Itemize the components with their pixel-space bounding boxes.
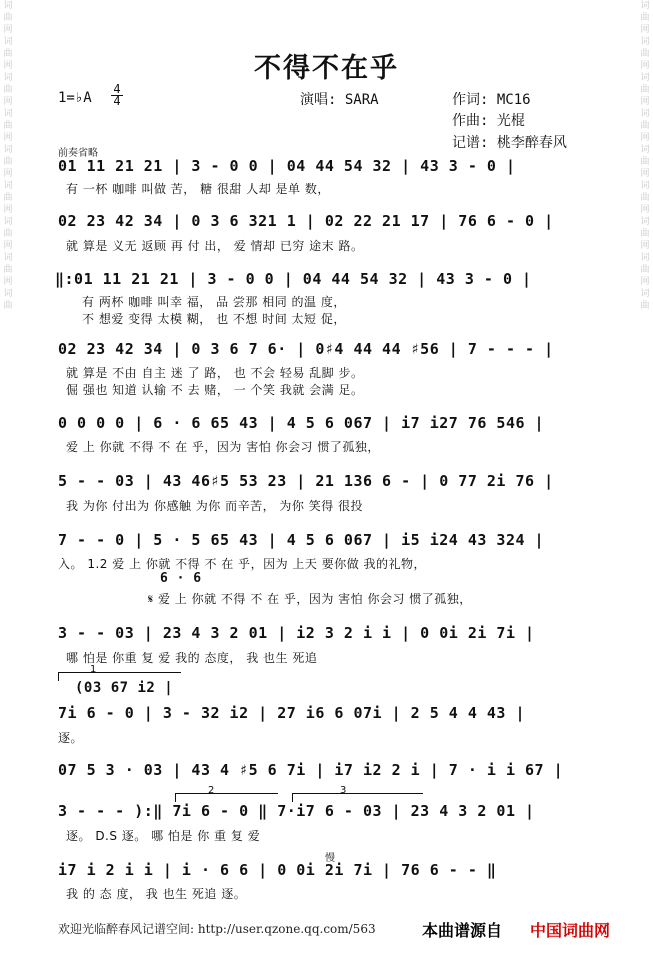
watermark-char: 曲 <box>640 157 650 167</box>
score-line-8-lyrics: 哪 怕是 你重 复 爱 我的 态度， 我 也生 死追 <box>66 651 318 665</box>
watermark-char: 曲 <box>3 301 13 311</box>
watermark-char: 曲 <box>3 49 13 59</box>
watermark-char: 网 <box>640 97 650 107</box>
watermark-char: 词 <box>3 1 13 11</box>
watermark-char: 曲 <box>640 49 650 59</box>
watermark-char: 曲 <box>640 265 650 275</box>
footer-visit-text: 欢迎光临醉春风记谱空间: http://user.qzone.qq.com/563 <box>58 922 376 936</box>
score-line-3-lyrics-b: 不 想爱 变得 太模 糊， 也 不想 时间 太短 促， <box>82 312 346 326</box>
watermark-char: 网 <box>3 97 13 107</box>
score-line-12-notes: i7 i 2 i i | i · 6 6 | 0 0i 2i 7i | 76 6 - - ‖ <box>58 861 497 879</box>
watermark-char: 曲 <box>3 121 13 131</box>
score-line-10-notes: 07 5 3 · 03 | 43 4 ♯5 6 7i | i7 i2 2 i | 7 · i i 67 | <box>58 761 564 779</box>
score-line-2-notes: 02 23 42 34 | 0 3 6 321 1 | 02 22 21 17 | 76 6 - 0 | <box>58 212 554 230</box>
watermark-left <box>0 0 16 968</box>
score-line-12-lyrics: 我 的 态 度， 我 也生 死追 逐。 <box>66 887 247 901</box>
watermark-char: 词 <box>3 37 13 47</box>
watermark-char: 曲 <box>640 229 650 239</box>
volta-3-bracket <box>292 793 423 802</box>
score-line-1-notes: 01 11 21 21 | 3 - 0 0 | 04 44 54 32 | 43 3 - 0 | <box>58 157 516 175</box>
score-line-11-lyrics: 逐。 D.S 逐。 哪 怕是 你 重 复 爱 <box>66 829 261 843</box>
watermark-char: 曲 <box>3 193 13 203</box>
watermark-char: 曲 <box>3 13 13 23</box>
watermark-char: 网 <box>640 277 650 287</box>
volta-3-label: 3 <box>340 785 347 796</box>
watermark-char: 网 <box>3 25 13 35</box>
watermark-char: 词 <box>640 253 650 263</box>
watermark-char: 网 <box>3 277 13 287</box>
watermark-char: 词 <box>640 73 650 83</box>
watermark-char: 词 <box>640 37 650 47</box>
lyricist-credit: 作词: MC16 <box>452 92 531 108</box>
watermark-char: 网 <box>3 241 13 251</box>
score-line-8-notes: 3 - - 03 | 23 4 3 2 01 | i2 3 2 i i | 0 0i 2i 7i | <box>58 624 535 642</box>
score-line-7-notes: 7 - - 0 | 5 · 5 65 43 | 4 5 6 067 | i5 i24 43 324 | <box>58 531 545 549</box>
watermark-char: 词 <box>3 109 13 119</box>
time-numerator: 4 <box>113 82 121 96</box>
song-title: 不得不在乎 <box>254 53 399 84</box>
watermark-char: 词 <box>640 217 650 227</box>
score-line-9-lyrics: 逐。 <box>58 731 84 745</box>
watermark-char: 曲 <box>640 85 650 95</box>
volta-1-label: 1 <box>90 664 97 675</box>
footer-source-label: 本曲谱源自 <box>422 921 503 940</box>
watermark-char: 曲 <box>640 193 650 203</box>
singer-credit: 演唱: SARA <box>300 92 379 108</box>
composer-credit: 作曲: 光棍 <box>452 113 525 129</box>
volta-1-notes: (03 67 i2 | <box>75 680 174 696</box>
prelude-note: 前奏省略 <box>58 148 98 159</box>
score-line-5-lyrics: 爱 上 你就 不得 不 在 乎，因为 害怕 你会习 惯了孤独， <box>66 440 380 454</box>
volta-2-label: 2 <box>208 785 215 796</box>
score-line-6-notes: 5 - - 03 | 43 46♯5 53 23 | 21 136 6 - | 0 77 2i 76 | <box>58 472 554 490</box>
watermark-char: 曲 <box>3 157 13 167</box>
score-line-7b-lyrics: 𝄋 爱 上 你就 不得 不 在 乎，因为 害怕 你会习 惯了孤独， <box>148 592 472 606</box>
footer-source-site: 中国词曲网 <box>530 921 611 940</box>
volta-2-bracket <box>175 793 278 802</box>
key-signature: 1=♭A <box>58 90 92 106</box>
score-line-1-lyrics: 有 一杯 咖啡 叫做 苦， 糖 很甜 人却 是单 数， <box>66 182 330 196</box>
watermark-char: 网 <box>640 169 650 179</box>
watermark-right <box>637 0 653 968</box>
watermark-char: 网 <box>3 169 13 179</box>
watermark-char: 词 <box>3 289 13 299</box>
watermark-char: 曲 <box>640 121 650 131</box>
watermark-char: 词 <box>3 181 13 191</box>
watermark-char: 曲 <box>640 13 650 23</box>
score-line-9-notes: 7i 6 - 0 | 3 - 32 i2 | 27 i6 6 07i | 2 5 4 4 43 | <box>58 704 526 722</box>
score-line-4-lyrics-b: 倔 强也 知道 认输 不 去 赌， 一 个笑 我就 会满 足。 <box>66 383 364 397</box>
watermark-char: 网 <box>3 205 13 215</box>
watermark-char: 词 <box>3 253 13 263</box>
score-line-7-lyrics: 入。 1.2 爱 上 你就 不得 不 在 乎，因为 上天 要你做 我的礼物， <box>58 557 427 571</box>
watermark-char: 词 <box>640 145 650 155</box>
watermark-char: 词 <box>640 109 650 119</box>
score-line-7b-notes: 6 · 6 <box>160 571 202 586</box>
watermark-char: 曲 <box>3 265 13 275</box>
time-signature <box>111 84 123 107</box>
score-line-3-notes: ‖:01 11 21 21 | 3 - 0 0 | 04 44 54 32 | 43 3 - 0 | <box>55 270 532 288</box>
watermark-char: 词 <box>640 1 650 11</box>
watermark-char: 曲 <box>640 301 650 311</box>
watermark-char: 网 <box>3 61 13 71</box>
watermark-char: 网 <box>640 61 650 71</box>
score-line-11-notes: 3 - - - ):‖ 7i 6 - 0 ‖ 7·i7 6 - 03 | 23 4 3 2 01 | <box>58 802 535 820</box>
watermark-char: 词 <box>3 73 13 83</box>
score-line-4-lyrics-a: 就 算是 不由 自主 迷 了 路， 也 不会 轻易 乱脚 步。 <box>66 366 364 380</box>
watermark-char: 网 <box>640 133 650 143</box>
watermark-char: 网 <box>640 241 650 251</box>
score-line-2-lyrics: 就 算是 义无 返顾 再 付 出， 爱 情却 已穷 途末 路。 <box>66 239 364 253</box>
watermark-char: 词 <box>640 181 650 191</box>
time-denominator: 4 <box>111 95 123 107</box>
watermark-char: 词 <box>640 289 650 299</box>
watermark-char: 网 <box>640 25 650 35</box>
watermark-char: 曲 <box>3 85 13 95</box>
watermark-char: 网 <box>3 133 13 143</box>
score-line-6-lyrics: 我 为你 付出为 你感触 为你 而辛苦， 为你 笑得 很投 <box>66 499 364 513</box>
score-line-3-lyrics-a: 有 两杯 咖啡 叫幸 福， 品 尝那 相同 的温 度， <box>82 295 346 309</box>
score-line-5-notes: 0 0 0 0 | 6 · 6 65 43 | 4 5 6 067 | i7 i27 76 546 | <box>58 414 545 432</box>
watermark-char: 曲 <box>3 229 13 239</box>
transcriber-credit: 记谱: 桃李醉春风 <box>452 135 567 151</box>
watermark-char: 词 <box>3 145 13 155</box>
watermark-char: 词 <box>3 217 13 227</box>
watermark-char: 网 <box>640 205 650 215</box>
slow-tempo-mark: 慢 <box>325 853 335 864</box>
score-line-4-notes: 02 23 42 34 | 0 3 6 7 6· | 0♯4 44 44 ♯56 | 7 - - - | <box>58 340 554 358</box>
